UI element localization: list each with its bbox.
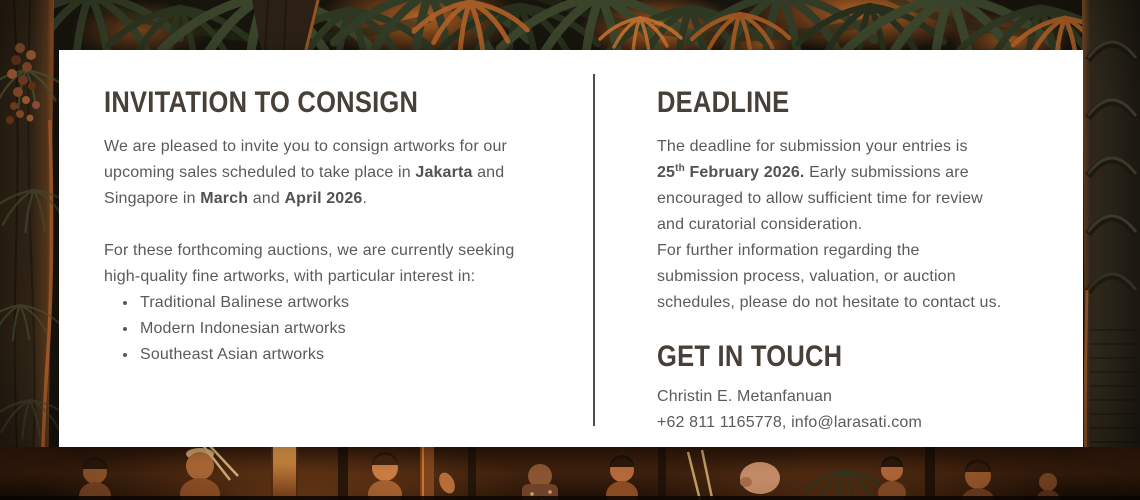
list-item: • Southeast Asian artworks xyxy=(138,342,586,368)
deadline-heading: DEADLINE xyxy=(657,86,790,119)
interest-intro: For these forthcoming auctions, we are currently seeking high-quality fine artworks, with particular interest in: xyxy=(104,242,515,285)
invitation-heading: INVITATION TO CONSIGN xyxy=(104,86,419,119)
invitation-paragraph: We are pleased to invite you to consign artworks for our upcoming sales scheduled to take place in Jakarta and Singapore in March and April 2026. xyxy=(104,138,507,207)
contact-heading: GET IN TOUCH xyxy=(657,340,843,373)
invitation-column xyxy=(104,86,586,368)
contact-phone-email: +62 811 1165778, info@larasati.com xyxy=(657,414,922,431)
contact-name: Christin E. Metanfanuan xyxy=(657,388,833,405)
deadline-paragraph: The deadline for submission your entries is 25th February 2026. Early submissions are encouraged to allow sufficient time for review and curatorial consideration. For further information regarding the submission process, valuation, or auction schedules, please do not hesitate to contact us. xyxy=(657,138,1002,311)
deadline-column xyxy=(657,86,1047,436)
interest-list xyxy=(104,290,586,368)
list-item: • Modern Indonesian artworks xyxy=(138,316,586,342)
column-divider xyxy=(593,74,595,426)
content-card xyxy=(59,50,1083,447)
list-item: • Traditional Balinese artworks xyxy=(138,290,586,316)
